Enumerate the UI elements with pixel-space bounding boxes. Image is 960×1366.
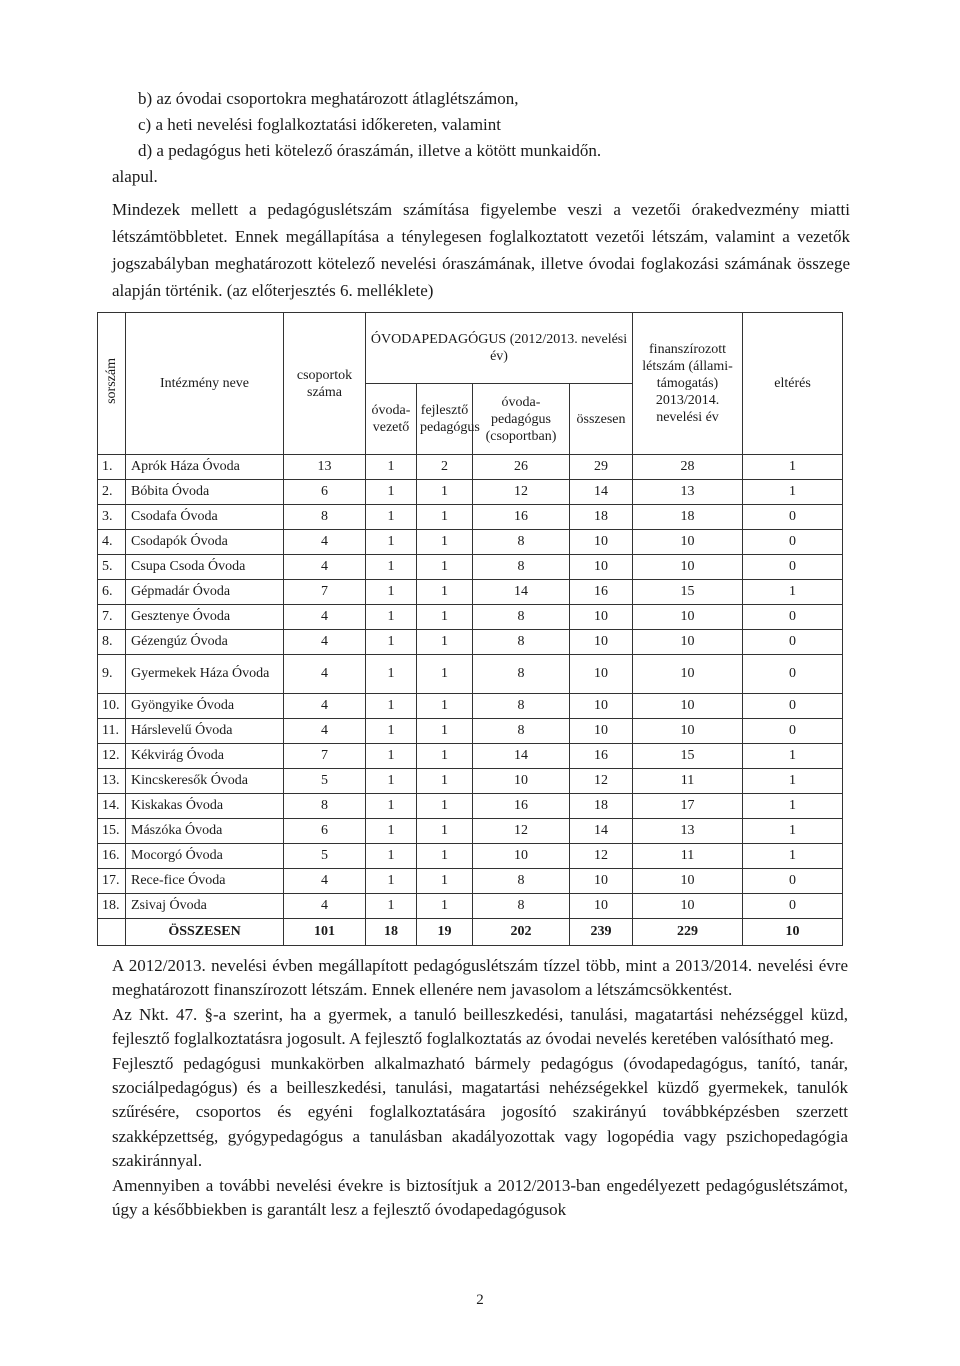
header-elteres: eltérés	[743, 313, 843, 455]
cell-groups: 5	[284, 769, 366, 794]
cell-dev: 1	[417, 769, 473, 794]
cell-groups: 5	[284, 844, 366, 869]
cell-n: 16.	[98, 844, 126, 869]
cell-name: Gesztenye Óvoda	[126, 605, 284, 630]
cell-name: Bóbita Óvoda	[126, 480, 284, 505]
cell-leader: 1	[366, 505, 417, 530]
cell-leader: 1	[366, 630, 417, 655]
table-row	[98, 530, 843, 555]
list-item: c) a heti nevelési foglalkoztatási időkereten, valamint	[138, 115, 501, 134]
cell-n: 2.	[98, 480, 126, 505]
cell-funded: 13	[633, 480, 743, 505]
cell-name: Zsivaj Óvoda	[126, 894, 284, 919]
cell-leader: 1	[366, 844, 417, 869]
cell-groups: 8	[284, 505, 366, 530]
cell-dev: 1	[417, 844, 473, 869]
cell-ped: 8	[473, 630, 570, 655]
staff-table	[97, 312, 843, 946]
intro-list	[112, 86, 852, 190]
cell-diff: 1	[743, 844, 843, 869]
table-row	[98, 694, 843, 719]
table-row	[98, 744, 843, 769]
table-row	[98, 655, 843, 694]
cell-ped: 16	[473, 505, 570, 530]
table-row	[98, 844, 843, 869]
header-pedagogus: óvoda-pedagógus (csoportban)	[473, 384, 570, 455]
cell-n: 8.	[98, 630, 126, 655]
cell-leader: 1	[366, 794, 417, 819]
table-row	[98, 480, 843, 505]
cell-total: 14	[570, 819, 633, 844]
cell-ped: 10	[473, 844, 570, 869]
page-number: 2	[476, 1292, 484, 1308]
cell-ped: 8	[473, 530, 570, 555]
header-sorszam: sorszám	[98, 313, 126, 455]
cell-groups: 7	[284, 744, 366, 769]
cell-groups: 8	[284, 794, 366, 819]
cell-n: 5.	[98, 555, 126, 580]
cell-diff: 0	[743, 605, 843, 630]
cell-n: 7.	[98, 605, 126, 630]
total-groups: 101	[284, 919, 366, 946]
cell-funded: 11	[633, 844, 743, 869]
cell-dev: 1	[417, 819, 473, 844]
cell-total: 10	[570, 655, 633, 694]
cell-diff: 0	[743, 694, 843, 719]
cell-dev: 1	[417, 505, 473, 530]
cell-total: 10	[570, 894, 633, 919]
cell-groups: 4	[284, 655, 366, 694]
cell-total: 16	[570, 580, 633, 605]
cell-total: 10	[570, 605, 633, 630]
cell-leader: 1	[366, 769, 417, 794]
cell-groups: 4	[284, 869, 366, 894]
header-finanszirozott: finanszírozott létszám (állami-támogatás) 2013/2014. nevelési év	[633, 313, 743, 455]
cell-ped: 8	[473, 555, 570, 580]
cell-funded: 10	[633, 869, 743, 894]
table-row	[98, 794, 843, 819]
cell-diff: 0	[743, 530, 843, 555]
cell-groups: 6	[284, 480, 366, 505]
cell-funded: 17	[633, 794, 743, 819]
cell-funded: 10	[633, 530, 743, 555]
cell-funded: 10	[633, 655, 743, 694]
table-row	[98, 630, 843, 655]
cell-name: Aprók Háza Óvoda	[126, 455, 284, 480]
cell-total: 10	[570, 869, 633, 894]
cell-ped: 8	[473, 605, 570, 630]
cell-diff: 1	[743, 480, 843, 505]
total-diff: 10	[743, 919, 843, 946]
cell-name: Kiskakas Óvoda	[126, 794, 284, 819]
cell-diff: 0	[743, 555, 843, 580]
table-row	[98, 819, 843, 844]
header-intezmeny: Intézmény neve	[126, 313, 284, 455]
cell-n: 13.	[98, 769, 126, 794]
cell-n: 9.	[98, 655, 126, 694]
cell-diff: 1	[743, 769, 843, 794]
cell-groups: 4	[284, 719, 366, 744]
cell-funded: 10	[633, 719, 743, 744]
paragraph-text: Fejlesztő pedagógusi munkakörben alkalmazható bármely pedagógus (óvodapedagógus, tanító, tanár, szociálpedagógus) és a beilleszkedési, tanulási, magatartási nehézségekkel küzdő gyermekek, tanulók szűrésére, csoportos és egyéni foglalkoztatására jogosító szakirányú továbbképzésben szerzett szakképzettség, gyógypedagógus a tanulásban akadályozottak vagy logopédia vagy pszichopedagógia szakiránnyal.	[112, 1053, 848, 1171]
cell-dev: 1	[417, 605, 473, 630]
cell-leader: 1	[366, 455, 417, 480]
cell-dev: 1	[417, 655, 473, 694]
cell-diff: 0	[743, 505, 843, 530]
cell-diff: 1	[743, 455, 843, 480]
cell-name: Gépmadár Óvoda	[126, 580, 284, 605]
cell-leader: 1	[366, 719, 417, 744]
cell-ped: 8	[473, 694, 570, 719]
cell-ped: 8	[473, 719, 570, 744]
cell-total: 10	[570, 694, 633, 719]
cell-ped: 26	[473, 455, 570, 480]
cell-n: 12.	[98, 744, 126, 769]
cell-total: 10	[570, 530, 633, 555]
closing-paragraphs	[112, 954, 848, 1222]
cell-leader: 1	[366, 744, 417, 769]
cell-total: 29	[570, 455, 633, 480]
cell-n: 1.	[98, 455, 126, 480]
list-tail: alapul.	[112, 167, 158, 186]
cell-groups: 7	[284, 580, 366, 605]
cell-dev: 1	[417, 869, 473, 894]
cell-total: 16	[570, 744, 633, 769]
table-row	[98, 769, 843, 794]
table-row	[98, 505, 843, 530]
table-total-row	[98, 919, 843, 946]
header-csoportok: csoportok száma	[284, 313, 366, 455]
table-row	[98, 605, 843, 630]
cell-ped: 12	[473, 819, 570, 844]
cell-n: 11.	[98, 719, 126, 744]
cell-dev: 1	[417, 894, 473, 919]
cell-groups: 4	[284, 694, 366, 719]
cell-name: Mocorgó Óvoda	[126, 844, 284, 869]
cell-name: Gyermekek Háza Óvoda	[126, 655, 284, 694]
cell-empty	[98, 919, 126, 946]
cell-groups: 4	[284, 605, 366, 630]
cell-total: 18	[570, 794, 633, 819]
cell-dev: 1	[417, 794, 473, 819]
paragraph-headcount	[112, 196, 850, 304]
cell-dev: 1	[417, 530, 473, 555]
cell-leader: 1	[366, 694, 417, 719]
header-osszesen: összesen	[570, 384, 633, 455]
total-label: ÖSSZESEN	[126, 919, 284, 946]
paragraph-text: Mindezek mellett a pedagóguslétszám számítása figyelembe veszi a vezetői órakedvezmény miatti létszámtöbbletet. Ennek megállapítása a ténylegesen foglalkoztatott vezetői létszám, valamint a vezetők jogszabályban meghatározott kötelező nevelési óraszámának, illetve óvodai foglakozási számának összege alapján történik. (az előterjesztés 6. melléklete)	[112, 200, 850, 300]
cell-dev: 1	[417, 630, 473, 655]
table-body	[98, 455, 843, 946]
cell-diff: 0	[743, 655, 843, 694]
cell-total: 10	[570, 719, 633, 744]
header-ovodapedagogus-group: ÓVODAPEDAGÓGUS (2012/2013. nevelési év)	[366, 313, 633, 384]
cell-diff: 0	[743, 869, 843, 894]
cell-leader: 1	[366, 580, 417, 605]
cell-diff: 1	[743, 744, 843, 769]
cell-funded: 10	[633, 605, 743, 630]
header-vezeto: óvoda-vezető	[366, 384, 417, 455]
cell-diff: 0	[743, 630, 843, 655]
cell-name: Kékvirág Óvoda	[126, 744, 284, 769]
paragraph-text: A 2012/2013. nevelési évben megállapított pedagóguslétszám tízzel több, mint a 2013/2014. nevelési évre meghatározott finanszírozott létszám. Ennek ellenére nem javasolom a létszámcsökkentést.	[112, 956, 848, 1000]
table-row	[98, 580, 843, 605]
cell-name: Mászóka Óvoda	[126, 819, 284, 844]
cell-diff: 0	[743, 894, 843, 919]
header-fejleszto: fejlesztő pedagógus	[417, 384, 473, 455]
cell-ped: 8	[473, 655, 570, 694]
table-row	[98, 455, 843, 480]
cell-n: 18.	[98, 894, 126, 919]
cell-total: 10	[570, 555, 633, 580]
cell-name: Rece-fice Óvoda	[126, 869, 284, 894]
table-row	[98, 894, 843, 919]
cell-groups: 4	[284, 894, 366, 919]
cell-dev: 1	[417, 555, 473, 580]
cell-name: Csodapók Óvoda	[126, 530, 284, 555]
cell-n: 4.	[98, 530, 126, 555]
paragraph-text: Amennyiben a további nevelési évekre is biztosítjuk a 2012/2013-ban engedélyezett pedagóguslétszámot, úgy a későbbiekben is garantált lesz a fejlesztő óvodapedagógusok	[112, 1175, 848, 1220]
cell-dev: 1	[417, 719, 473, 744]
cell-total: 12	[570, 769, 633, 794]
cell-leader: 1	[366, 894, 417, 919]
list-item: b) az óvodai csoportokra meghatározott átlaglétszámon,	[138, 89, 519, 108]
cell-ped: 8	[473, 869, 570, 894]
cell-leader: 1	[366, 655, 417, 694]
table-row	[98, 869, 843, 894]
cell-groups: 6	[284, 819, 366, 844]
table-row	[98, 719, 843, 744]
cell-dev: 1	[417, 480, 473, 505]
cell-dev: 1	[417, 744, 473, 769]
cell-name: Csodafa Óvoda	[126, 505, 284, 530]
cell-diff: 1	[743, 580, 843, 605]
cell-n: 15.	[98, 819, 126, 844]
cell-funded: 10	[633, 630, 743, 655]
cell-diff: 0	[743, 719, 843, 744]
total-ped: 202	[473, 919, 570, 946]
table-row	[98, 555, 843, 580]
paragraph-text: Az Nkt. 47. §-a szerint, ha a gyermek, a tanuló beilleszkedési, tanulási, magatartási nehézséggel küzd, fejlesztő foglalkoztatásra jogosult. A fejlesztő foglalkoztatás az óvodai nevelés keretében valósítható meg.	[112, 1004, 848, 1049]
cell-funded: 10	[633, 894, 743, 919]
cell-leader: 1	[366, 605, 417, 630]
cell-ped: 14	[473, 580, 570, 605]
cell-ped: 14	[473, 744, 570, 769]
cell-leader: 1	[366, 530, 417, 555]
cell-funded: 15	[633, 580, 743, 605]
cell-n: 3.	[98, 505, 126, 530]
cell-ped: 16	[473, 794, 570, 819]
cell-funded: 10	[633, 694, 743, 719]
total-total: 239	[570, 919, 633, 946]
cell-total: 10	[570, 630, 633, 655]
cell-groups: 4	[284, 630, 366, 655]
cell-name: Kincskeresők Óvoda	[126, 769, 284, 794]
cell-funded: 18	[633, 505, 743, 530]
cell-name: Csupa Csoda Óvoda	[126, 555, 284, 580]
cell-n: 6.	[98, 580, 126, 605]
total-leader: 18	[366, 919, 417, 946]
cell-leader: 1	[366, 819, 417, 844]
cell-funded: 13	[633, 819, 743, 844]
cell-name: Hárslevelű Óvoda	[126, 719, 284, 744]
list-item: d) a pedagógus heti kötelező óraszámán, illetve a kötött munkaidőn.	[138, 141, 602, 160]
cell-name: Gyöngyike Óvoda	[126, 694, 284, 719]
cell-groups: 13	[284, 455, 366, 480]
total-dev: 19	[417, 919, 473, 946]
cell-funded: 15	[633, 744, 743, 769]
cell-total: 12	[570, 844, 633, 869]
cell-name: Gézengúz Óvoda	[126, 630, 284, 655]
cell-diff: 1	[743, 794, 843, 819]
cell-groups: 4	[284, 555, 366, 580]
cell-total: 14	[570, 480, 633, 505]
cell-n: 10.	[98, 694, 126, 719]
cell-funded: 10	[633, 555, 743, 580]
cell-leader: 1	[366, 555, 417, 580]
cell-ped: 10	[473, 769, 570, 794]
cell-leader: 1	[366, 480, 417, 505]
cell-dev: 1	[417, 694, 473, 719]
cell-n: 14.	[98, 794, 126, 819]
total-funded: 229	[633, 919, 743, 946]
cell-ped: 8	[473, 894, 570, 919]
cell-leader: 1	[366, 869, 417, 894]
cell-diff: 1	[743, 819, 843, 844]
cell-dev: 1	[417, 580, 473, 605]
cell-total: 18	[570, 505, 633, 530]
cell-funded: 11	[633, 769, 743, 794]
cell-groups: 4	[284, 530, 366, 555]
cell-funded: 28	[633, 455, 743, 480]
cell-dev: 2	[417, 455, 473, 480]
cell-n: 17.	[98, 869, 126, 894]
cell-ped: 12	[473, 480, 570, 505]
